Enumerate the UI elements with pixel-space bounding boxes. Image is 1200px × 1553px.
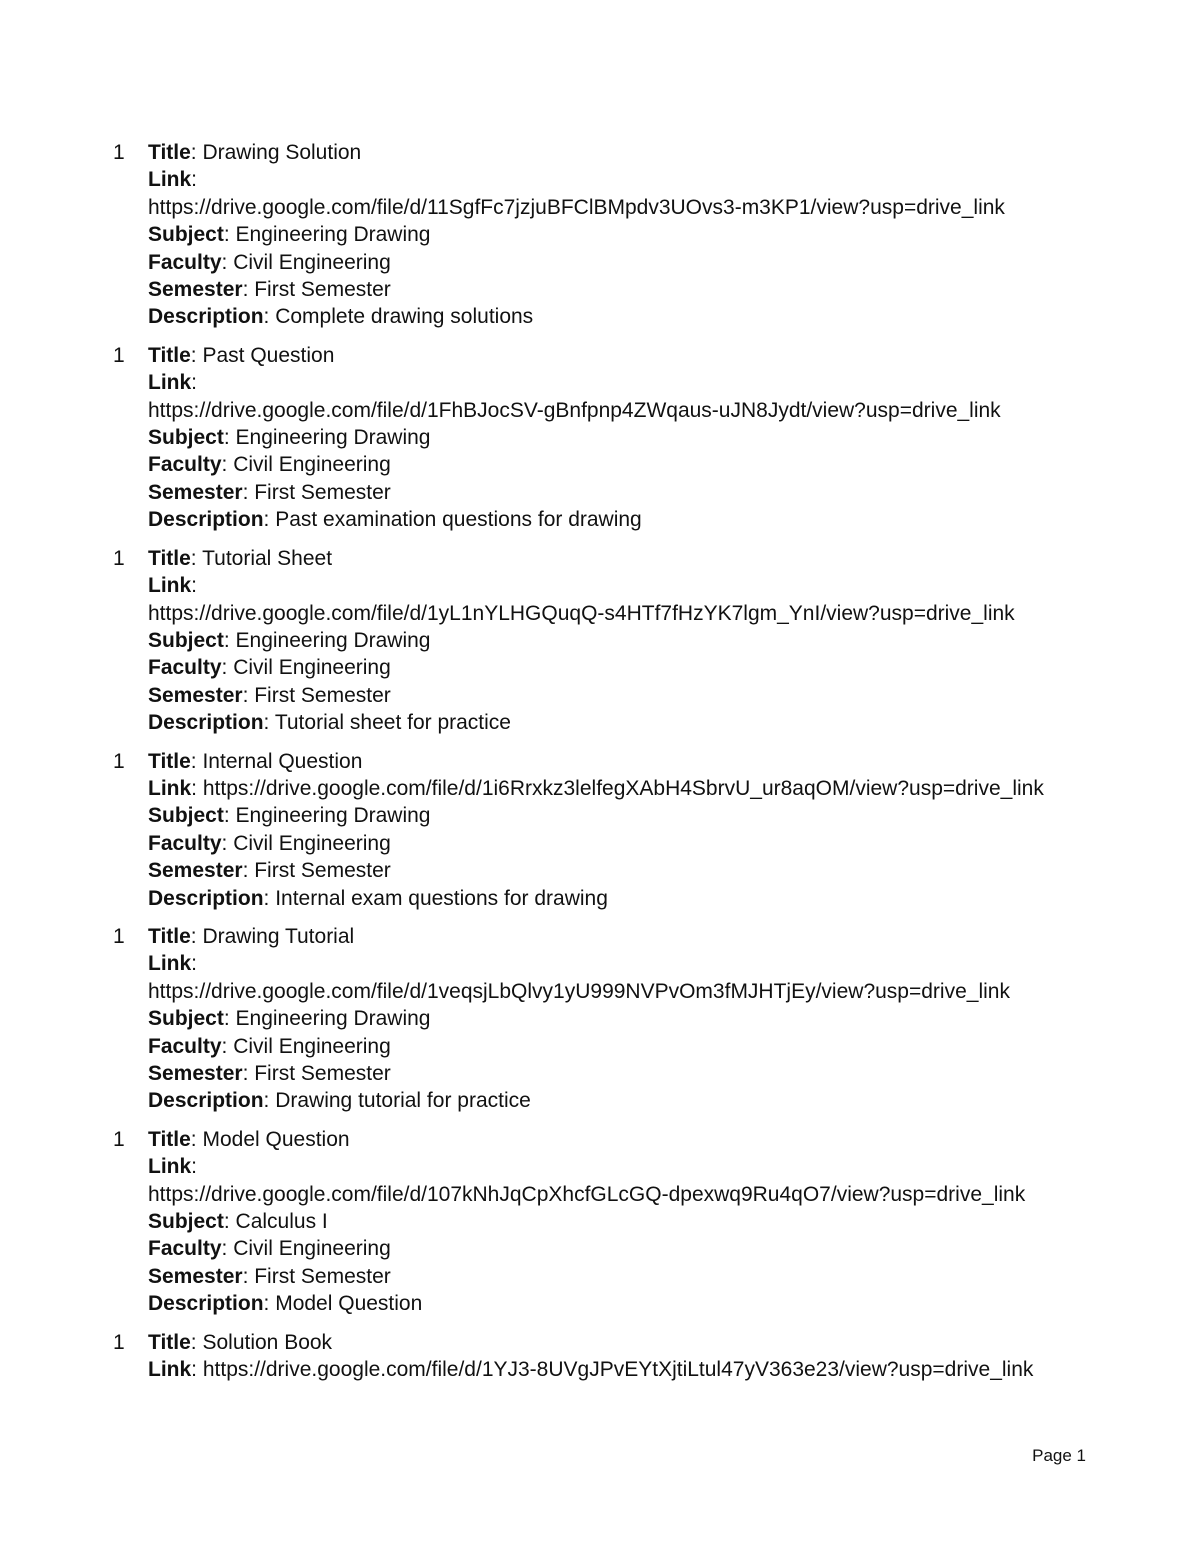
link-label: Link [148, 1155, 192, 1179]
resource-entry [0, 545, 1200, 737]
semester-value: First Semester [254, 480, 391, 504]
link-label: Link [148, 776, 192, 800]
semester-label: Semester [148, 683, 243, 707]
semester-line: Semester: First Semester [148, 1062, 391, 1085]
title-line: Title: Drawing Solution [148, 141, 362, 164]
subject-label: Subject [148, 1210, 224, 1234]
link-url-line [148, 1181, 1200, 1208]
link-line: Link: [148, 574, 198, 598]
subject-value: Engineering Drawing [235, 426, 431, 450]
description-line: Description: Model Question [148, 1292, 423, 1316]
faculty-value: Civil Engineering [233, 250, 391, 274]
semester-value: First Semester [254, 278, 391, 302]
list-number: 1 [113, 343, 125, 367]
list-number: 1 [113, 1330, 125, 1354]
subject-label: Subject [148, 1007, 224, 1031]
faculty-label: Faculty [148, 1237, 222, 1261]
link-line: Link: https://drive.google.com/file/d/1YJ3-8UVgJPvEYtXjtiLtul47yV363e23/view?usp=drive_link [148, 1358, 1034, 1382]
faculty-value: Civil Engineering [233, 453, 391, 477]
drive-link[interactable]: https://drive.google.com/file/d/1yL1nYLHGQuqQ-s4HTf7fHzYK7lgm_YnI/view?usp=drive_link [148, 601, 1015, 625]
list-number: 1 [113, 749, 125, 773]
faculty-label: Faculty [148, 250, 222, 274]
semester-label: Semester [148, 859, 243, 883]
drive-link[interactable]: https://drive.google.com/file/d/11SgfFc7jzjuBFClBMpdv3UOvs3-m3KP1/view?usp=drive_link [148, 195, 1005, 219]
link-label: Link [148, 952, 192, 976]
faculty-value: Civil Engineering [233, 1034, 391, 1058]
semester-value: First Semester [254, 1062, 391, 1085]
semester-line: Semester: First Semester [148, 683, 391, 707]
link-url-line [148, 978, 1200, 1005]
list-number: 1 [113, 546, 125, 570]
title-line: Title: Solution Book [148, 1330, 333, 1354]
description-value: Tutorial sheet for practice [274, 711, 511, 735]
semester-value: First Semester [254, 1264, 391, 1288]
faculty-line: Faculty: Civil Engineering [148, 656, 391, 680]
semester-value: First Semester [254, 859, 391, 883]
faculty-label: Faculty [148, 656, 222, 680]
subject-value: Engineering Drawing [235, 628, 431, 652]
link-line: Link: [148, 1155, 198, 1179]
description-value: Past examination questions for drawing [275, 508, 642, 532]
drive-link[interactable]: https://drive.google.com/file/d/1i6Rrxkz3lelfegXAbH4SbrvU_ur8aqOM/view?usp=drive_link [202, 776, 1044, 800]
faculty-line: Faculty: Civil Engineering [148, 250, 391, 274]
subject-value: Engineering Drawing [235, 804, 431, 828]
link-label: Link [148, 1358, 192, 1382]
description-label: Description [148, 1292, 264, 1316]
semester-line: Semester: First Semester [148, 859, 391, 883]
semester-label: Semester [148, 1264, 243, 1288]
title-label: Title [148, 1330, 191, 1354]
title-label: Title [148, 546, 191, 570]
resource-entry [0, 342, 1200, 534]
faculty-value: Civil Engineering [233, 1237, 391, 1261]
subject-line: Subject: Calculus I [148, 1210, 328, 1234]
description-label: Description [148, 886, 264, 910]
subject-value: Engineering Drawing [235, 223, 431, 247]
title-value: Model Question [202, 1127, 350, 1151]
subject-value: Engineering Drawing [235, 1007, 431, 1031]
title-label: Title [148, 1127, 191, 1151]
link-line: Link: [148, 168, 198, 192]
subject-label: Subject [148, 426, 224, 450]
title-line: Title: Internal Question [148, 749, 363, 773]
resource-entry [0, 1329, 1200, 1384]
drive-link[interactable]: https://drive.google.com/file/d/1veqsjLbQlvy1yU999NVPvOm3fMJHTjEy/view?usp=drive_link [148, 979, 1010, 1003]
semester-line: Semester: First Semester [148, 278, 391, 302]
list-number: 1 [113, 1127, 125, 1151]
description-label: Description [148, 711, 264, 735]
resource-entry [0, 748, 1200, 912]
link-line: Link: [148, 371, 198, 395]
drive-link[interactable]: https://drive.google.com/file/d/107kNhJqCpXhcfGLcGQ-dpexwq9Ru4qO7/view?usp=drive_link [148, 1182, 1026, 1206]
document-body [0, 139, 1200, 1394]
description-label: Description [148, 1089, 264, 1113]
faculty-line: Faculty: Civil Engineering [148, 831, 391, 855]
faculty-line: Faculty: Civil Engineering [148, 1034, 391, 1058]
title-line: Title: Past Question [148, 343, 335, 367]
description-line: Description: Complete drawing solutions [148, 305, 534, 329]
resource-entry [0, 923, 1200, 1115]
link-label: Link [148, 168, 192, 192]
faculty-label: Faculty [148, 453, 222, 477]
title-value: Drawing Tutorial [202, 924, 355, 948]
drive-link[interactable]: https://drive.google.com/file/d/1YJ3-8UVgJPvEYtXjtiLtul47yV363e23/view?usp=drive_link [202, 1358, 1034, 1382]
title-value: Drawing Solution [202, 141, 362, 164]
description-value: Complete drawing solutions [275, 305, 534, 329]
subject-line: Subject: Engineering Drawing [148, 223, 431, 247]
title-value: Internal Question [202, 749, 363, 773]
link-label: Link [148, 574, 192, 598]
link-url-line [148, 397, 1200, 424]
list-number: 1 [113, 141, 125, 164]
description-label: Description [148, 305, 264, 329]
subject-value: Calculus I [235, 1210, 328, 1234]
semester-line: Semester: First Semester [148, 480, 391, 504]
semester-line: Semester: First Semester [148, 1264, 391, 1288]
description-line: Description: Past examination questions for drawing [148, 508, 642, 532]
description-value: Internal exam questions for drawing [275, 886, 608, 910]
faculty-label: Faculty [148, 1034, 222, 1058]
link-url-line [148, 194, 1200, 221]
link-label: Link [148, 371, 192, 395]
subject-line: Subject: Engineering Drawing [148, 628, 431, 652]
title-value: Past Question [202, 343, 335, 367]
faculty-label: Faculty [148, 831, 222, 855]
subject-label: Subject [148, 804, 224, 828]
link-line: Link: [148, 952, 198, 976]
title-label: Title [148, 343, 191, 367]
title-line: Title: Drawing Tutorial [148, 924, 355, 948]
description-label: Description [148, 508, 264, 532]
description-line: Description: Tutorial sheet for practice [148, 711, 511, 735]
semester-label: Semester [148, 1062, 243, 1085]
resource-entry [0, 1126, 1200, 1318]
page-number: Page 1 [1032, 1446, 1086, 1465]
faculty-line: Faculty: Civil Engineering [148, 453, 391, 477]
semester-label: Semester [148, 278, 243, 302]
faculty-value: Civil Engineering [233, 656, 391, 680]
semester-value: First Semester [254, 683, 391, 707]
title-line: Title: Tutorial Sheet [148, 546, 333, 570]
description-value: Drawing tutorial for practice [275, 1089, 531, 1113]
subject-line: Subject: Engineering Drawing [148, 804, 431, 828]
semester-label: Semester [148, 480, 243, 504]
resource-entry [0, 139, 1200, 331]
description-value: Model Question [275, 1292, 423, 1316]
link-url-line [148, 600, 1200, 627]
link-line: Link: https://drive.google.com/file/d/1i6Rrxkz3lelfegXAbH4SbrvU_ur8aqOM/view?usp=drive_link [148, 776, 1044, 800]
subject-label: Subject [148, 628, 224, 652]
subject-line: Subject: Engineering Drawing [148, 1007, 431, 1031]
faculty-value: Civil Engineering [233, 831, 391, 855]
title-line: Title: Model Question [148, 1127, 350, 1151]
list-number: 1 [113, 924, 125, 948]
description-line: Description: Drawing tutorial for practice [148, 1089, 531, 1113]
title-label: Title [148, 749, 191, 773]
subject-label: Subject [148, 223, 224, 247]
title-value: Tutorial Sheet [202, 546, 333, 570]
faculty-line: Faculty: Civil Engineering [148, 1237, 391, 1261]
title-label: Title [148, 924, 191, 948]
drive-link[interactable]: https://drive.google.com/file/d/1FhBJocSV-gBnfpnp4ZWqaus-uJN8Jydt/view?usp=drive_link [148, 398, 1001, 422]
description-line: Description: Internal exam questions for drawing [148, 886, 608, 910]
title-value: Solution Book [202, 1330, 333, 1354]
subject-line: Subject: Engineering Drawing [148, 426, 431, 450]
title-label: Title [148, 141, 191, 164]
